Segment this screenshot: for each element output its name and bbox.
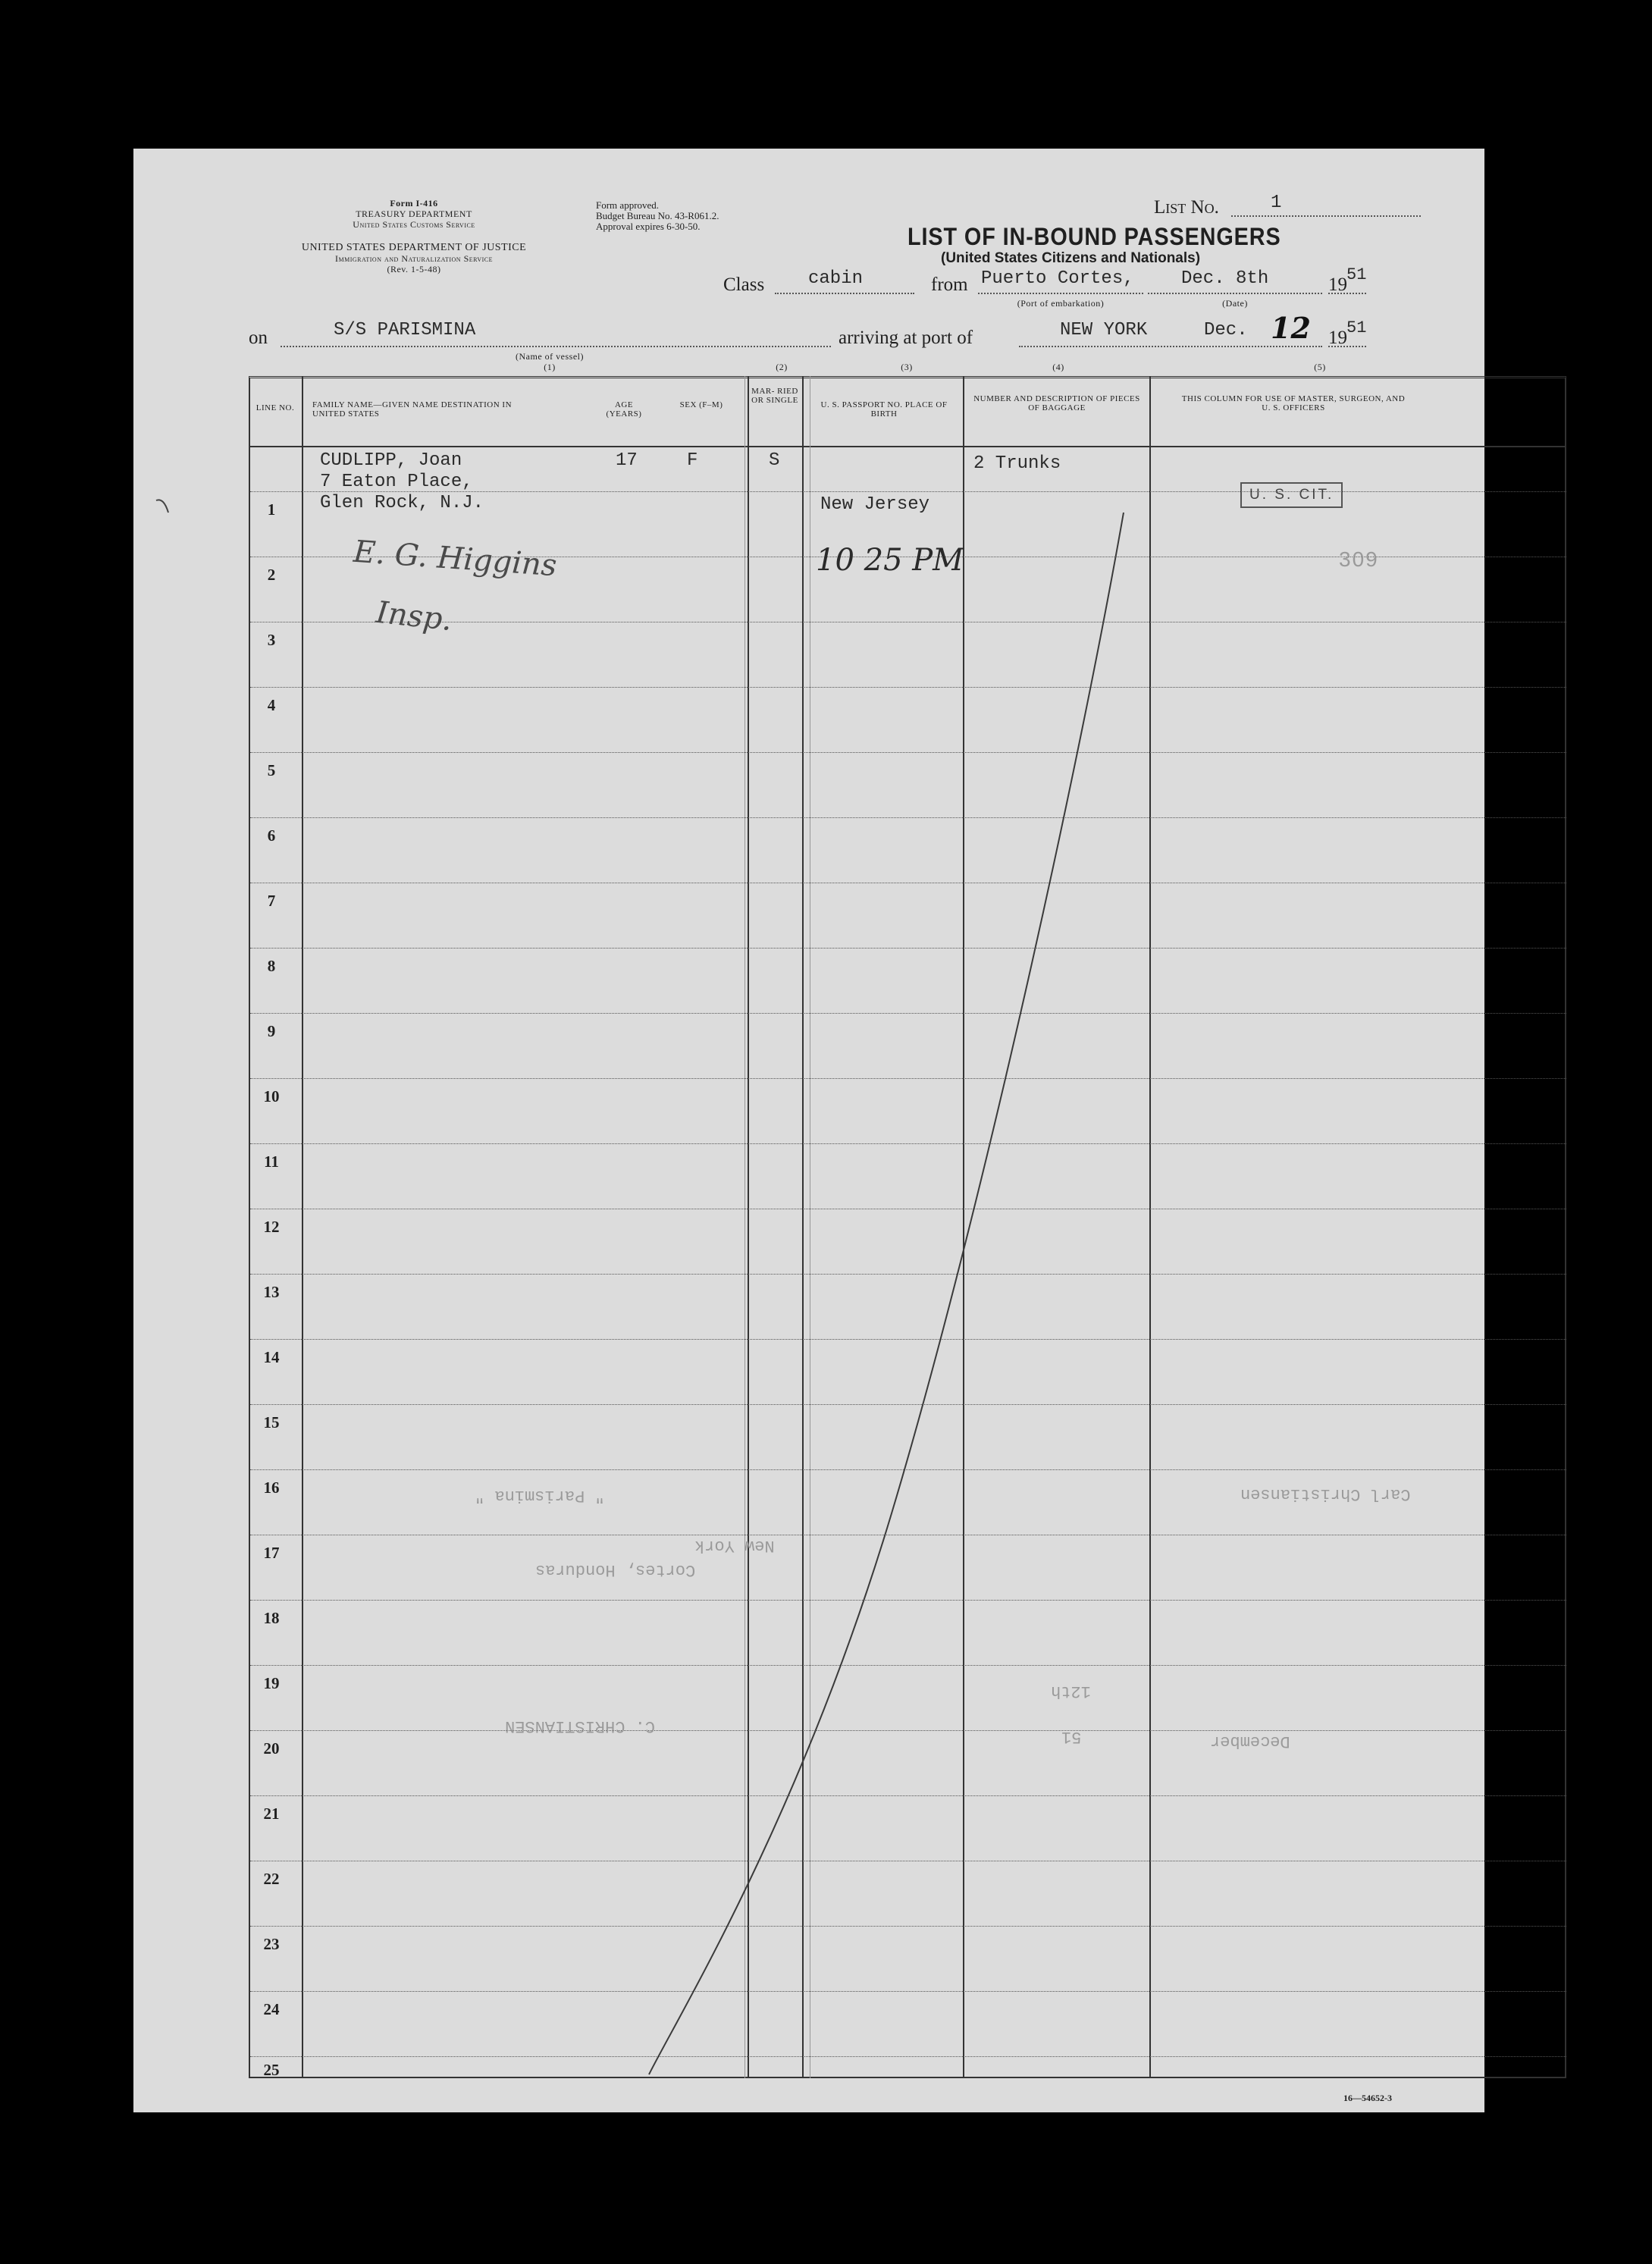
from-label: from <box>931 274 968 295</box>
column-number: (1) <box>544 362 556 372</box>
footer-code: 16—54652-3 <box>1343 2093 1392 2103</box>
col-baggage: NUMBER AND DESCRIPTION OF PIECES OF BAGGAGE <box>973 394 1140 412</box>
col-line-no: LINE NO. <box>255 403 295 412</box>
row-number: 15 <box>263 1413 280 1431</box>
row-number: 22 <box>263 1870 280 1888</box>
row-number: 12 <box>263 1218 280 1236</box>
page-subtitle: (United States Citizens and Nationals) <box>941 250 1201 266</box>
column-number: (3) <box>901 362 913 372</box>
col-name: FAMILY NAME—GIVEN NAME DESTINATION IN UNITED STATES <box>312 400 513 419</box>
vessel-caption: (Name of vessel) <box>516 351 584 362</box>
row-number: 6 <box>267 826 276 845</box>
col-officers: THIS COLUMN FOR USE OF MASTER, SURGEON, AND U. S. OFFICERS <box>1181 394 1406 412</box>
bleed-through-text: December <box>1210 1732 1290 1751</box>
column-number: (2) <box>776 362 788 372</box>
passenger-address-1: 7 Eaton Place, <box>320 472 473 492</box>
bleed-through-text: 12th <box>1051 1682 1091 1701</box>
row-number: 21 <box>263 1805 280 1823</box>
arrival-year-prefix: 19 <box>1328 328 1347 348</box>
passenger-status: S <box>769 450 780 471</box>
row-number: 11 <box>264 1152 279 1171</box>
bleed-through-text: Carl Christiansen <box>1240 1485 1411 1504</box>
row-number: 17 <box>263 1544 280 1562</box>
passenger-sex: F <box>687 450 698 471</box>
arrival-date: Dec. <box>1204 320 1248 340</box>
port-caption: (Port of embarkation) <box>1017 298 1105 309</box>
row-number: 3 <box>267 631 276 649</box>
embarkation-date: Dec. 8th <box>1181 268 1269 289</box>
row-number: 19 <box>263 1674 280 1692</box>
column-number: (4) <box>1052 362 1064 372</box>
row-number: 14 <box>263 1348 280 1366</box>
cancel-strike <box>133 149 1484 2112</box>
passenger-age: 17 <box>616 450 638 471</box>
class-label: Class <box>723 274 765 295</box>
form-approved: Form approved. <box>596 199 660 211</box>
officer-number: 309 <box>1339 547 1379 571</box>
row-number: 16 <box>263 1478 280 1497</box>
embarkation-port: Puerto Cortes, <box>981 268 1134 289</box>
arrival-port: NEW YORK <box>1060 320 1148 340</box>
row-number: 20 <box>263 1739 280 1758</box>
treasury-dept: TREASURY DEPARTMENT <box>356 209 472 219</box>
row-number: 10 <box>263 1087 280 1105</box>
row-number: 1 <box>267 500 276 519</box>
row-number: 5 <box>267 761 276 779</box>
row-number: 25 <box>263 2061 280 2079</box>
passenger-name: CUDLIPP, Joan <box>320 450 462 471</box>
manifest-page <box>133 149 1484 2112</box>
year-value: 51 <box>1346 265 1367 284</box>
list-no-value: 1 <box>1271 193 1282 213</box>
citizen-stamp: U. S. CIT. <box>1240 482 1343 508</box>
bleed-through-text: C. CHRISTIANSEN <box>505 1717 656 1736</box>
list-no-label: List No. <box>1154 197 1219 218</box>
class-value: cabin <box>808 268 864 289</box>
form-number: Form I-416 <box>390 198 438 209</box>
budget-bureau: Budget Bureau No. 43-R061.2. <box>596 210 719 221</box>
approval-expiry: Approval expires 6-30-50. <box>596 221 701 232</box>
bleed-through-text: Cortes, Honduras <box>535 1560 696 1579</box>
ins-service: Immigration and Naturalization Service <box>334 253 493 264</box>
handwritten-time: 10 25 PM <box>816 543 964 578</box>
row-number: 8 <box>267 957 276 975</box>
col-sex: SEX (F–M) <box>679 400 723 409</box>
date-caption: (Date) <box>1222 298 1248 309</box>
inspector-signature: E. G. Higgins <box>352 534 558 584</box>
row-number: 7 <box>267 892 276 910</box>
arriving-label: arriving at port of <box>839 328 973 348</box>
row-number: 13 <box>263 1283 280 1301</box>
col-married: MAR- RIED OR SINGLE <box>751 387 798 405</box>
bleed-through-text: " Parismina " <box>475 1486 605 1505</box>
page-title: LIST OF IN-BOUND PASSENGERS <box>908 223 1281 250</box>
on-label: on <box>249 328 268 348</box>
bleed-through-text: 51 <box>1061 1727 1082 1746</box>
arrival-day: 12 <box>1271 311 1311 345</box>
vessel-name: S/S PARISMINA <box>334 320 476 340</box>
passenger-baggage: 2 Trunks <box>973 453 1061 474</box>
passenger-birthplace: New Jersey <box>820 494 930 515</box>
row-number: 9 <box>267 1022 276 1040</box>
row-number: 18 <box>263 1609 280 1627</box>
inspector-title: Insp. <box>374 594 454 638</box>
row-number: 24 <box>263 2000 280 2018</box>
bleed-through-text: New York <box>694 1536 775 1555</box>
row-number: 2 <box>267 566 276 584</box>
row-number: 23 <box>263 1935 280 1953</box>
customs-service: United States Customs Service <box>353 219 475 230</box>
justice-dept: UNITED STATES DEPARTMENT OF JUSTICE <box>301 242 527 253</box>
year-prefix: 19 <box>1328 274 1347 295</box>
col-age: AGE (YEARS) <box>606 400 642 419</box>
arrival-year: 51 <box>1346 318 1367 337</box>
column-number: (5) <box>1314 362 1326 372</box>
col-passport: U. S. PASSPORT NO. PLACE OF BIRTH <box>820 400 948 419</box>
passenger-address-2: Glen Rock, N.J. <box>320 493 484 513</box>
revision: (Rev. 1-5-48) <box>387 264 441 274</box>
row-number: 4 <box>267 696 276 714</box>
